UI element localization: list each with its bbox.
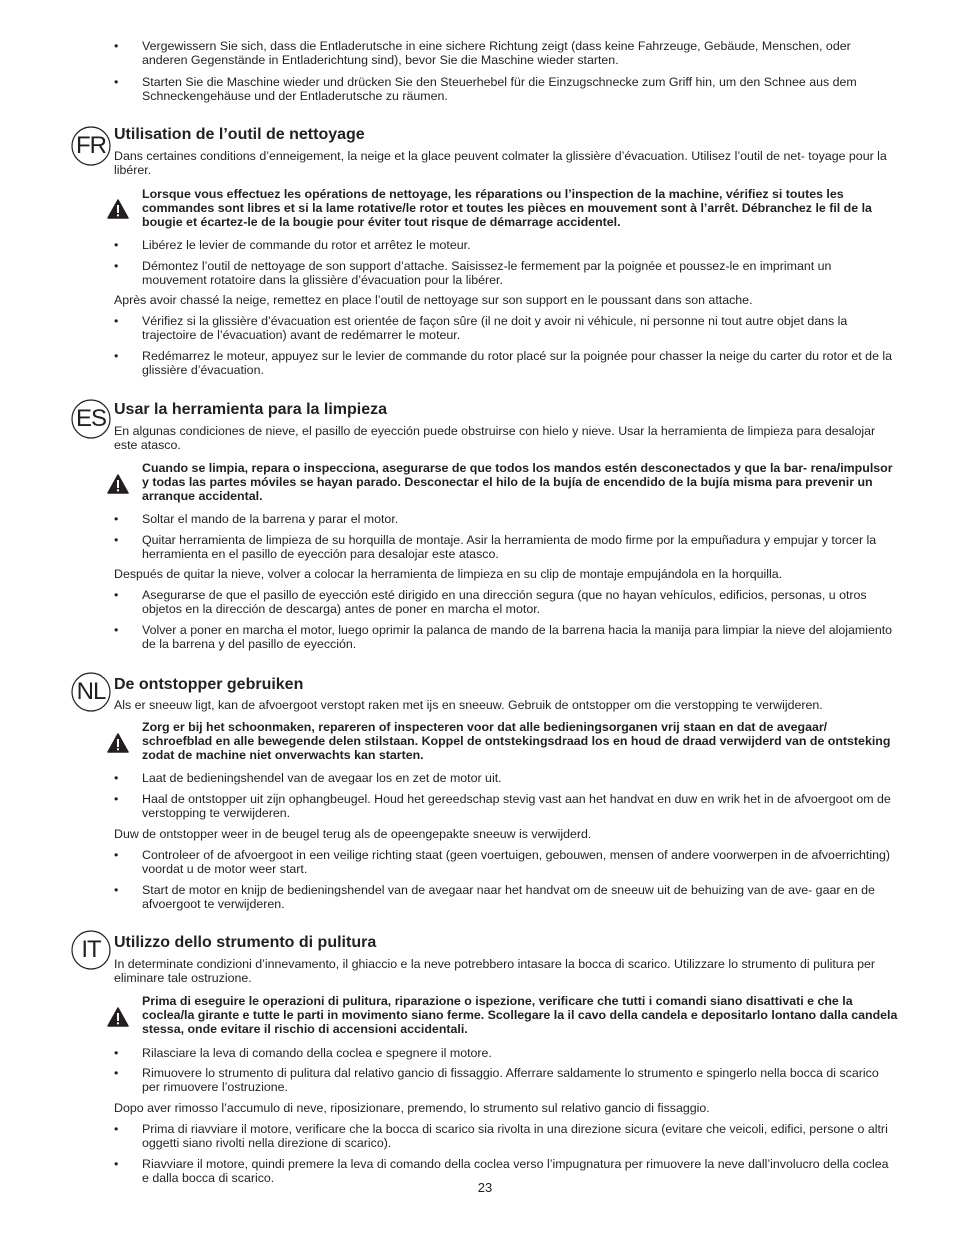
bullet-es-a1: • Soltar el mando de la barrena y parar el motor. [114,512,399,526]
section-middle-it: Dopo aver rimosso l’accumulo di neve, riposizionare, premendo, lo strumento sul relativo gancio di fissaggio. [114,1101,710,1115]
language-badge-it: IT [71,930,111,970]
warning-triangle-icon [107,474,129,494]
section-intro-nl: Als er sneeuw ligt, kan de afvoergoot verstopt raken met ijs en sneeuw. Gebruik de ontstopper om die verstopping te verwijderen. [114,698,823,712]
warning-text-it: Prima di eseguire le operazioni di pulitura, riparazione o ispezione, verificare che tutti i comandi siano disattivati e che la coclea/la girante e tutte le parti in movimento siano ferme. Scollegare la il cavo della candela e depositarlo lontano dalla candela stessa, onde evitare il rischio di accensioni accidentali. [142,994,898,1036]
section-middle-fr: Après avoir chassé la neige, remettez en place l’outil de nettoyage sur son support en le poussant dans son attache. [114,293,753,307]
bullet-fr-b1: • Vérifiez si la glissière d’évacuation est orientée de façon sûre (il ne doit y avoir ni véhicule, ni personne ni tout autre objet dans la trajectoire de l’évacuation) avant de redémarrer le moteur. [114,314,848,342]
warning-text-fr: Lorsque vous effectuez les opérations de nettoyage, les réparations ou l’inspection de la machine, vérifiez si toutes les commandes sont libres et si la lame rotative/le rotor et toutes les pièces en mouvement sont à l’arrêt. Débranchez le fil de la bougie et écartez-le de la bougie pour éviter tout risque de démarrage accidentel. [142,187,872,229]
intro-bullet-1: • Vergewissern Sie sich, dass die Entladerutsche in eine sichere Richtung zeigt (dass keine Fahrzeuge, Gebäude, Menschen, oder anderen Gegenstände in Entladerichtung sind), bevor Sie die Maschine wieder starten. [114,39,851,67]
section-intro-fr: Dans certaines conditions d’enneigement, la neige et la glace peuvent colmater la glissière d’évacuation. Utilisez l’outil de net- toyage pour la libérer. [114,149,887,177]
section-middle-nl: Duw de ontstopper weer in de beugel terug als de opeengepakte sneeuw is verwijderd. [114,827,592,841]
section-title-nl: De ontstopper gebruiken [114,676,304,693]
warning-text-es: Cuando se limpia, repara o inspecciona, asegurarse de que todos los mandos estén desconectados y que la bar- rena/impulsor y todas las partes móviles se hayan parado. Desconectar el hilo de la bujía de encendido de la bujía misma para prevenir un arranque accidental. [142,461,893,503]
bullet-nl-a1: • Laat de bedieningshendel van de avegaar los en zet de motor uit. [114,771,502,785]
language-badge-es: ES [71,399,111,439]
bullet-fr-b2: • Redémarrez le moteur, appuyez sur le levier de commande du rotor placé sur la poignée pour chasser la neige du carter du rotor et de la glissière d’évacuation. [114,349,893,377]
page-number: 23 [477,1180,493,1195]
bullet-it-a2: • Rimuovere lo strumento di pulitura dal relativo gancio di fissaggio. Afferrare saldamente lo strumento e spingerlo nella bocca di scarico per rimuovere l’ostruzione. [114,1066,879,1094]
section-intro-es: En algunas condiciones de nieve, el pasillo de eyección puede obstruirse con hielo y nieve. Usar la herramienta de limpieza para desalojar este atasco. [114,424,876,452]
section-title-fr: Utilisation de l’outil de nettoyage [114,126,365,143]
bullet-nl-b1: • Controleer of de afvoergoot in een veilige richting staat (geen voertuigen, gebouwen, mensen of andere voorwerpen in de afvoerrichting) voordat u de motor weer start. [114,848,891,876]
warning-text-nl: Zorg er bij het schoonmaken, repareren of inspecteren voor dat alle bedieningsorganen vrij staan en dat de avegaar/ schroefblad en alle bewegende delen stilstaan. Koppel de ontstekingsdraad los en houd de draad verwijderd van de ontsteking zodat de machine niet onverwachts kan starten. [142,720,891,762]
section-intro-it: In determinate condizioni d’innevamento, il ghiaccio e la neve potrebbero intasare la bocca di scarico. Utilizzare lo strumento di pulitura per eliminare tale ostruzione. [114,957,876,985]
bullet-nl-b2: • Start de motor en knijp de bedieningshendel van de avegaar naar het handvat om de sneeuw uit de behuizing van de ave- gaar en de afvoergoot te verwijderen. [114,883,875,911]
section-title-it: Utilizzo dello strumento di pulitura [114,934,377,951]
bullet-it-b2: • Riavviare il motore, quindi premere la leva di comando della coclea verso l’impugnatura per rimuovere la neve dall’involucro della coclea e dalla bocca di scarico. [114,1157,889,1185]
bullet-es-a2: • Quitar herramienta de limpieza de su horquilla de montaje. Asir la herramienta de modo firme por la empuñadura y empujar y torcer la herramienta en el pasillo de eyección para desalojar este atasco. [114,533,877,561]
bullet-es-b1: • Asegurarse de que el pasillo de eyección esté dirigido en una dirección segura (que no hayan vehículos, edificios, personas, u otros objetos en la dirección de descarga) antes de poner en marcha el motor. [114,588,867,616]
warning-triangle-icon [107,199,129,219]
warning-triangle-icon [107,1007,129,1027]
bullet-fr-a2: • Démontez l’outil de nettoyage de son support d’attache. Saisissez-le fermement par la poignée et poussez-le en imprimant un mouvement rotatoire dans la glissière d’évacuation pour la libérer. [114,259,832,287]
section-middle-es: Después de quitar la nieve, volver a colocar la herramienta de limpieza en su clip de montaje empujándola en la horquilla. [114,567,783,581]
intro-bullet-2: • Starten Sie die Maschine wieder und drücken Sie den Steuerhebel für die Einzugschnecke zum Griff hin, um den Schnee aus dem Schneckengehäuse und der Entladerutsche zu räumen. [114,75,857,103]
language-badge-nl: NL [71,672,111,712]
bullet-dot: • [114,75,119,89]
bullet-nl-a2: • Haal de ontstopper uit zijn ophangbeugel. Houd het gereedschap stevig vast aan het handvat en duw en wrik het in de afvoergoot om de verstopping te verwijderen. [114,792,891,820]
warning-triangle-icon [107,733,129,753]
section-title-es: Usar la herramienta para la limpieza [114,401,388,418]
language-badge-fr: FR [71,126,111,166]
bullet-it-b1: • Prima di riavviare il motore, verificare che la bocca di scarico sia rivolta in una direzione sicura (evitare che veicoli, edifici, persone o altri oggetti siano rivolti nella direzione di scarico). [114,1122,888,1150]
bullet-it-a1: • Rilasciare la leva di comando della coclea e spegnere il motore. [114,1046,492,1060]
bullet-es-b2: • Volver a poner en marcha el motor, luego oprimir la palanca de mando de la barrena hacia la manija para limpiar la nieve del alojamiento de la barrena y del pasillo de eyección. [114,623,893,651]
bullet-fr-a1: • Libérez le levier de commande du rotor et arrêtez le moteur. [114,238,471,252]
bullet-dot: • [114,39,119,53]
